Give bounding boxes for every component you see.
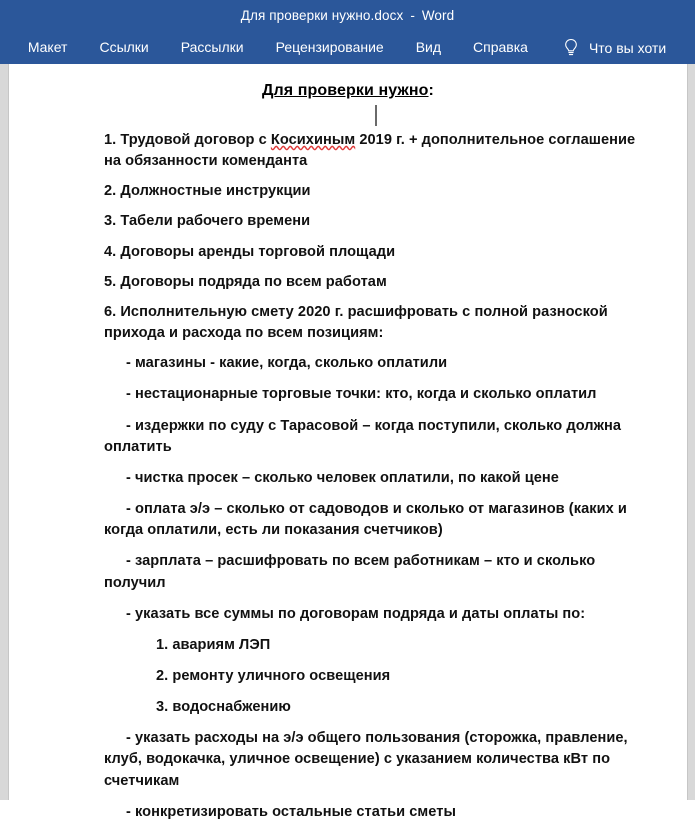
doc-paragraph-12[interactable]: - указать все суммы по договорам подряда и даты оплаты по: bbox=[126, 605, 586, 622]
ribbon-tab-5[interactable]: Вид bbox=[415, 39, 442, 55]
ribbon-tab-1[interactable]: Макет bbox=[27, 39, 68, 55]
doc-paragraph-9[interactable]: - чистка просек – сколько человек оплатили, по какой цене bbox=[126, 469, 559, 486]
title-bar bbox=[0, 0, 695, 31]
doc-paragraph-3[interactable]: 4. Договоры аренды торговой площади bbox=[104, 243, 396, 260]
page-title-underlined: Для проверки нужно bbox=[262, 82, 429, 99]
ribbon-tab-2[interactable]: Ссылки bbox=[99, 39, 149, 55]
doc-paragraph-10[interactable]: - оплата э/э – сколько от садоводов и сколько от магазинов (каких и когда оплатили, есть ли показания счетчиков) bbox=[104, 501, 627, 539]
caret-line bbox=[9, 100, 687, 130]
doc-paragraph-8[interactable]: - издержки по суду с Тарасовой – когда поступили, сколько должна оплатить bbox=[104, 417, 622, 455]
document-page[interactable] bbox=[8, 64, 688, 820]
misspelled-word[interactable]: Косихиным bbox=[270, 132, 356, 148]
doc-paragraph-15[interactable]: 3. водоснабжению bbox=[156, 699, 291, 716]
doc-paragraph-14[interactable]: 2. ремонту уличного освещения bbox=[156, 667, 391, 684]
doc-paragraph-6[interactable]: - магазины - какие, когда, сколько оплатили bbox=[126, 355, 448, 372]
app-name: Word bbox=[421, 8, 455, 23]
document-scroll-area[interactable] bbox=[0, 64, 695, 820]
doc-paragraph-4[interactable]: 5. Договоры подряда по всем работам bbox=[104, 273, 387, 290]
page-title bbox=[9, 64, 687, 100]
doc-paragraph-2[interactable]: 3. Табели рабочего времени bbox=[104, 213, 311, 230]
ribbon-tab-0[interactable] bbox=[0, 31, 12, 64]
doc-paragraph-16[interactable]: - указать расходы на э/э общего пользования (сторожка, правление, клуб, водокачка, уличное освещение) с указанием количества кВт по счетчикам bbox=[104, 730, 628, 789]
tell-me-input[interactable]: Что вы хоти bbox=[588, 39, 667, 56]
ribbon-tab-4[interactable]: Рецензирование bbox=[275, 39, 384, 55]
ribbon-tab-3[interactable]: Рассылки bbox=[180, 39, 244, 55]
doc-paragraph-0[interactable]: 1. Трудовой договор с Косихиным 2019 г. + дополнительное соглашение на обязанности коменданта bbox=[104, 132, 636, 170]
document-body[interactable] bbox=[9, 130, 687, 823]
page-content bbox=[9, 64, 687, 823]
lightbulb-icon[interactable] bbox=[562, 36, 580, 60]
doc-paragraph-13[interactable]: 1. авариям ЛЭП bbox=[156, 636, 271, 653]
text-caret bbox=[375, 105, 377, 126]
page-title-colon: : bbox=[428, 82, 434, 99]
doc-paragraph-5[interactable]: 6. Исполнительную смету 2020 г. расшифровать с полной разноской прихода и расхода по всем позициям: bbox=[104, 303, 608, 342]
document-title: Для проверки нужно.docx bbox=[240, 8, 404, 23]
ribbon-tab-strip bbox=[0, 31, 695, 64]
doc-paragraph-1[interactable]: 2. Должностные инструкции bbox=[104, 183, 311, 200]
ribbon-tab-6[interactable]: Справка bbox=[473, 39, 528, 55]
title-separator: - bbox=[410, 8, 415, 23]
doc-paragraph-17[interactable]: - конкретизировать остальные статьи сметы bbox=[126, 803, 456, 820]
doc-paragraph-11[interactable]: - зарплата – расшифровать по всем работникам – кто и сколько получил bbox=[104, 553, 596, 591]
doc-paragraph-7[interactable]: - нестационарные торговые точки: кто, когда и сколько оплатил bbox=[126, 386, 597, 403]
